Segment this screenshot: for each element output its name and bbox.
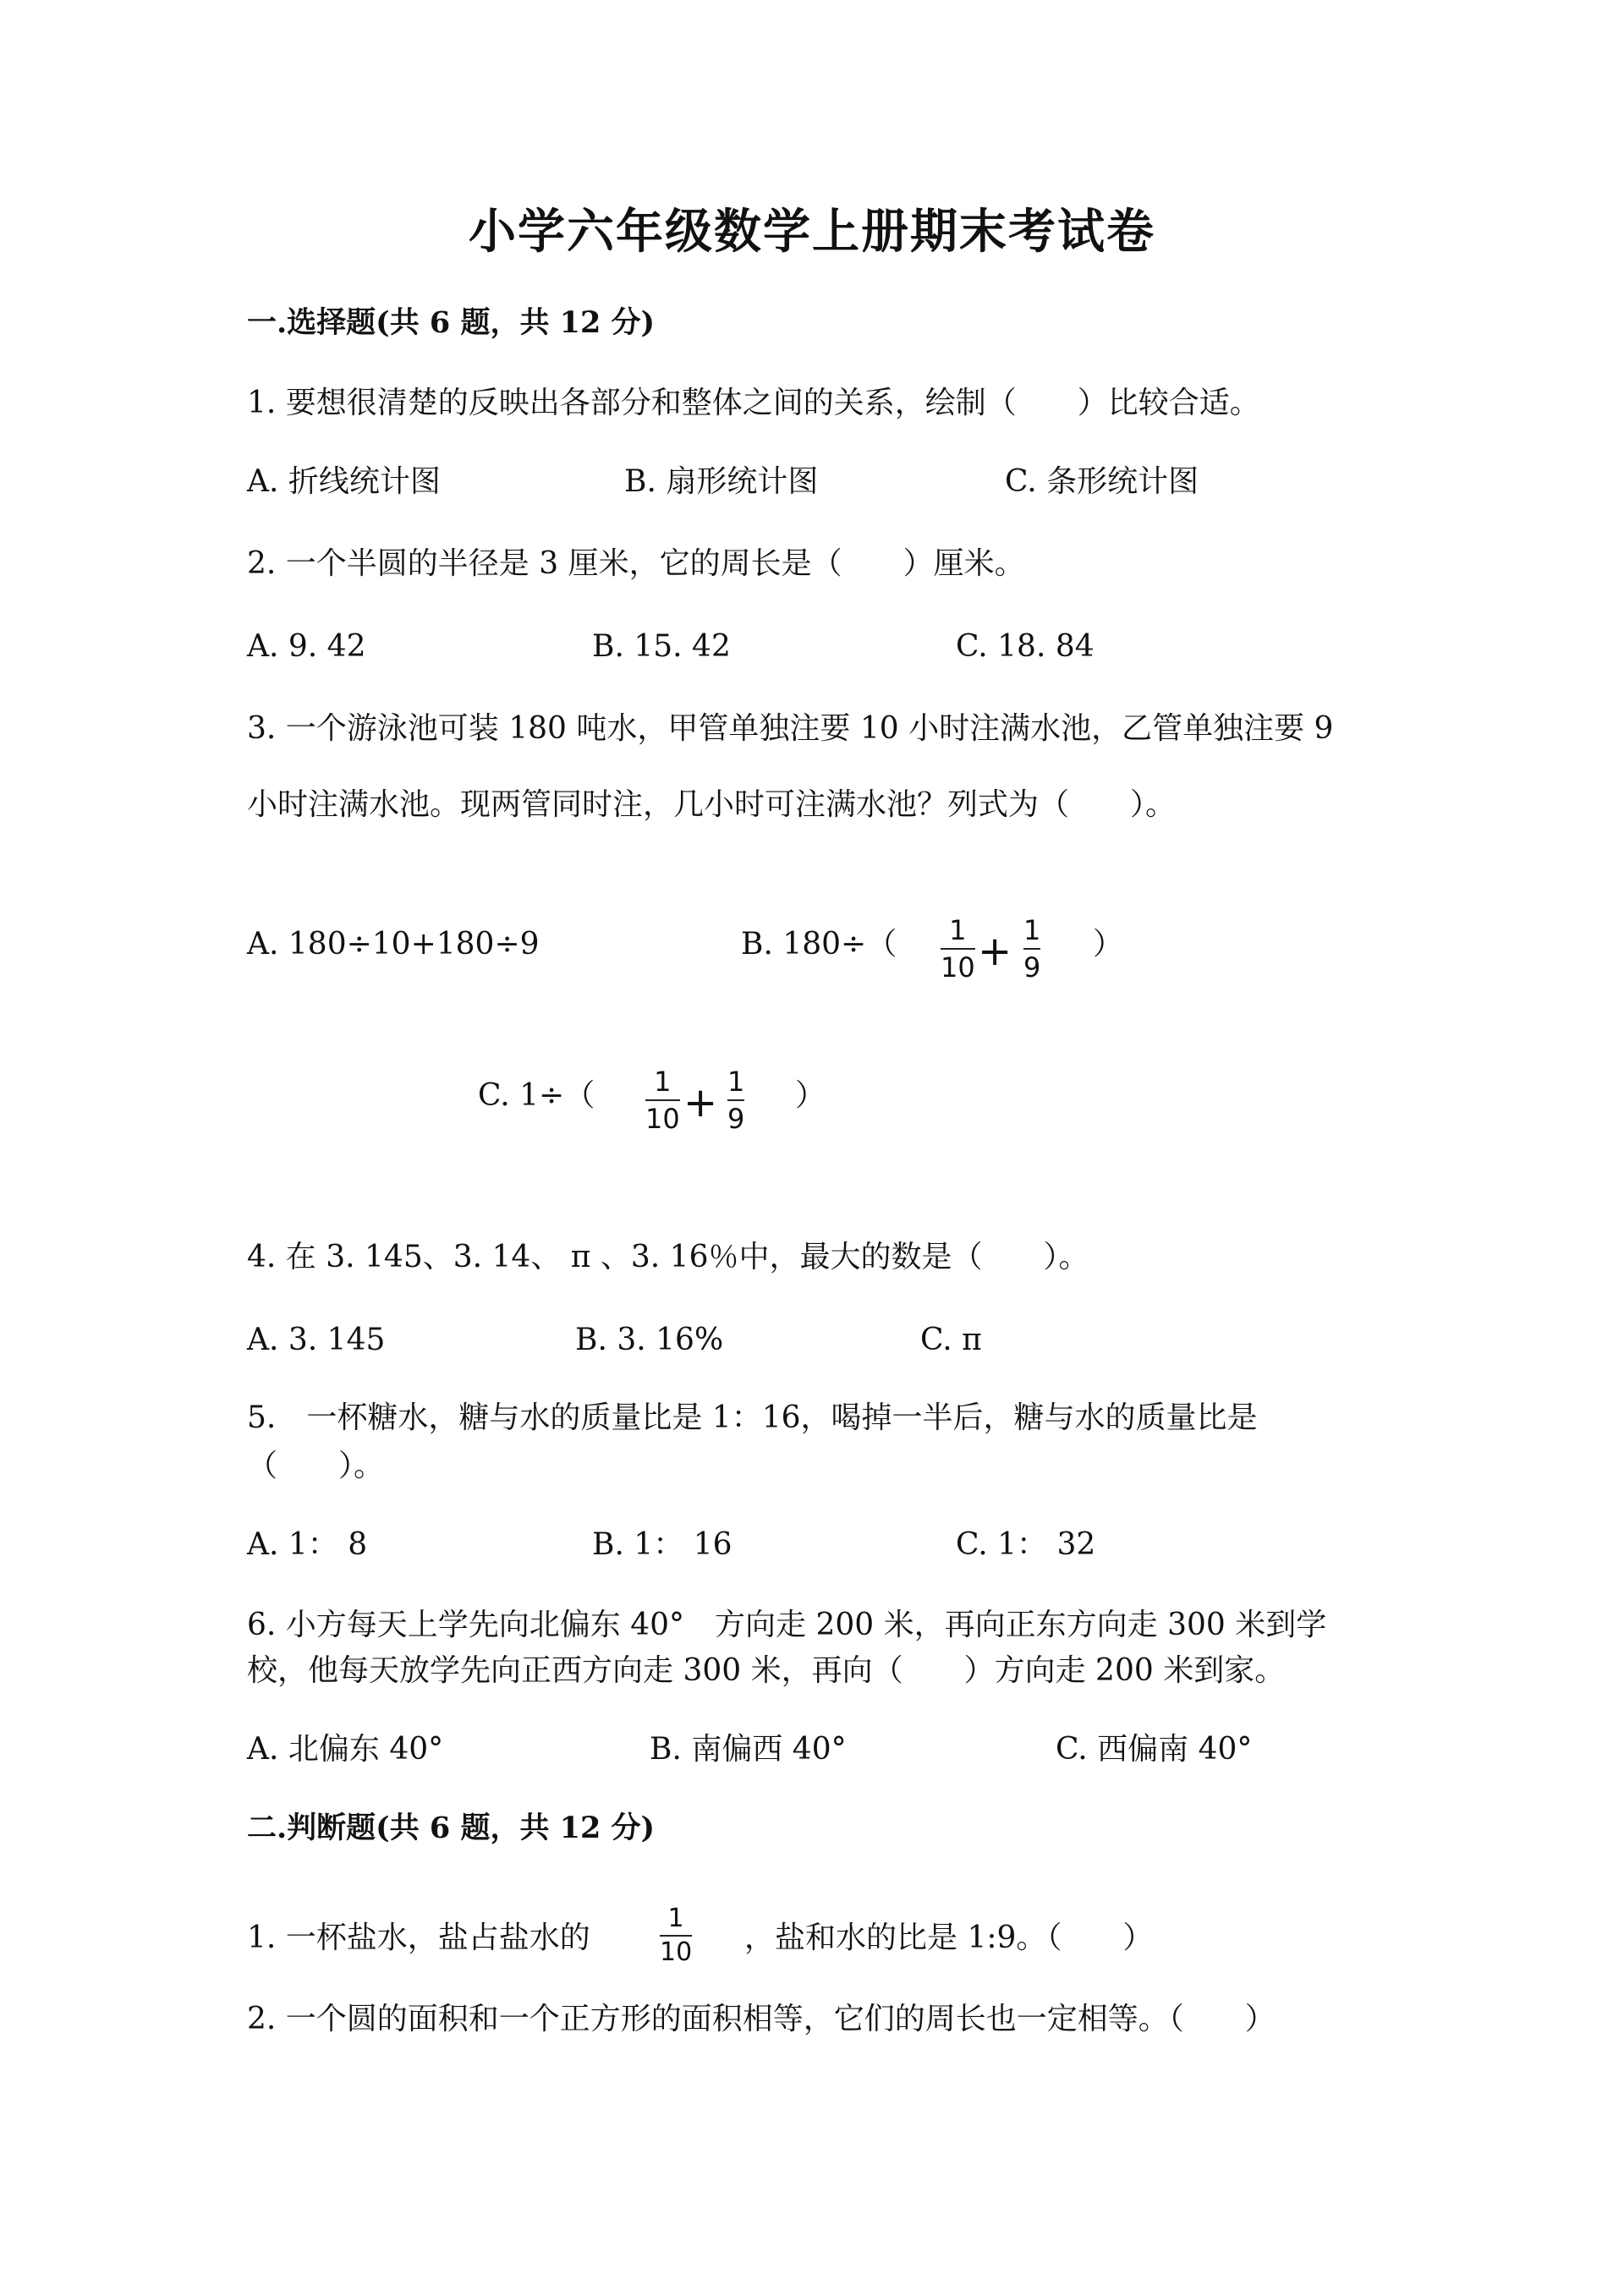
- judgment-1-prefix: 1. 一杯盐水，盐占盐水的: [247, 1921, 590, 1955]
- q3-option-b-prefix: B. 180÷（: [741, 927, 897, 962]
- question-6-line-1: 6. 小方每天上学先向北偏东 40° 方向走 200 米，再向正东方向走 300 米到学: [247, 1608, 1327, 1642]
- q3-b-fraction-1-10: [941, 915, 975, 983]
- q4-option-c: C. π: [920, 1323, 982, 1357]
- q6-option-a: A. 北偏东 40°: [247, 1732, 444, 1767]
- q3-b-fraction-1-9: [1023, 915, 1040, 983]
- q6-option-b: B. 南偏西 40°: [650, 1732, 847, 1767]
- q5-option-a: A. 1： 8: [247, 1527, 368, 1562]
- q3-option-a: A. 180÷10+180÷9: [247, 927, 540, 962]
- fraction-numerator: 1: [654, 1066, 672, 1098]
- fraction-denominator: 10: [941, 951, 975, 984]
- fraction-bar: [660, 1935, 692, 1937]
- q5-option-b: B. 1： 16: [592, 1527, 732, 1562]
- q2-option-c: C. 18. 84: [956, 629, 1095, 664]
- section-heading-judgment: 二.判断题(共 6 题，共 12 分): [247, 1811, 656, 1845]
- judgment-1-fraction-1-10: [660, 1904, 692, 1967]
- judgment-2: 2. 一个圆的面积和一个正方形的面积相等，它们的周长也一定相等。（ ）: [247, 2002, 1276, 2036]
- fraction-denominator: 9: [727, 1103, 745, 1135]
- plus-sign: +: [683, 1079, 718, 1126]
- q3-option-c-prefix: C. 1÷（: [478, 1078, 595, 1113]
- fraction-bar: [727, 1099, 744, 1101]
- question-1: 1. 要想很清楚的反映出各部分和整体之间的关系，绘制（ ）比较合适。: [247, 386, 1260, 420]
- q4-option-a: A. 3. 145: [247, 1323, 386, 1357]
- fraction-denominator: 10: [645, 1103, 680, 1135]
- q1-option-b: B. 扇形统计图: [624, 464, 819, 499]
- question-5-line-2: （ ）。: [247, 1449, 385, 1483]
- fraction-bar: [941, 948, 975, 950]
- question-3-line-2: 小时注满水池。现两管同时注，几小时可注满水池？列式为（ ）。: [247, 787, 1177, 822]
- q1-option-c: C. 条形统计图: [1005, 464, 1199, 499]
- question-6-line-2: 校，他每天放学先向正西方向走 300 米，再向（ ）方向走 200 米到家。: [247, 1653, 1286, 1688]
- fraction-numerator: 1: [667, 1904, 684, 1933]
- question-3-line-1: 3. 一个游泳池可装 180 吨水，甲管单独注要 10 小时注满水池，乙管单独注要 9: [247, 711, 1334, 746]
- question-2: 2. 一个半圆的半径是 3 厘米，它的周长是（ ）厘米。: [247, 546, 1025, 581]
- q2-option-b: B. 15. 42: [592, 629, 731, 664]
- fraction-denominator: 10: [660, 1937, 693, 1967]
- page-title: 小学六年级数学上册期末考试卷: [469, 204, 1155, 260]
- fraction-denominator: 9: [1023, 951, 1041, 984]
- section-heading-choice: 一.选择题(共 6 题，共 12 分): [247, 305, 656, 340]
- fraction-bar: [645, 1099, 680, 1101]
- fraction-numerator: 1: [949, 914, 967, 946]
- fraction-bar: [1023, 948, 1040, 950]
- q3-option-b-suffix: ）: [1093, 927, 1124, 962]
- q3-c-fraction-1-9: [727, 1066, 744, 1134]
- judgment-1-suffix: ，盐和水的比是 1:9。（ ）: [744, 1921, 1154, 1955]
- question-5-line-1: 5. 一杯糖水，糖与水的质量比是 1：16，喝掉一半后，糖与水的质量比是: [247, 1400, 1258, 1435]
- fraction-numerator: 1: [727, 1066, 745, 1098]
- q2-option-a: A. 9. 42: [247, 629, 366, 664]
- question-4: 4. 在 3. 145、3. 14、 π 、3. 16％中，最大的数是（ ）。: [247, 1240, 1089, 1274]
- q3-option-c-suffix: ）: [795, 1078, 826, 1113]
- plus-sign: +: [978, 928, 1012, 975]
- fraction-numerator: 1: [1023, 914, 1041, 946]
- q6-option-c: C. 西偏南 40°: [1056, 1732, 1253, 1767]
- q3-c-fraction-1-10: [645, 1066, 680, 1134]
- q5-option-c: C. 1： 32: [956, 1527, 1096, 1562]
- q1-option-a: A. 折线统计图: [247, 464, 441, 499]
- q4-option-b: B. 3. 16%: [575, 1323, 724, 1357]
